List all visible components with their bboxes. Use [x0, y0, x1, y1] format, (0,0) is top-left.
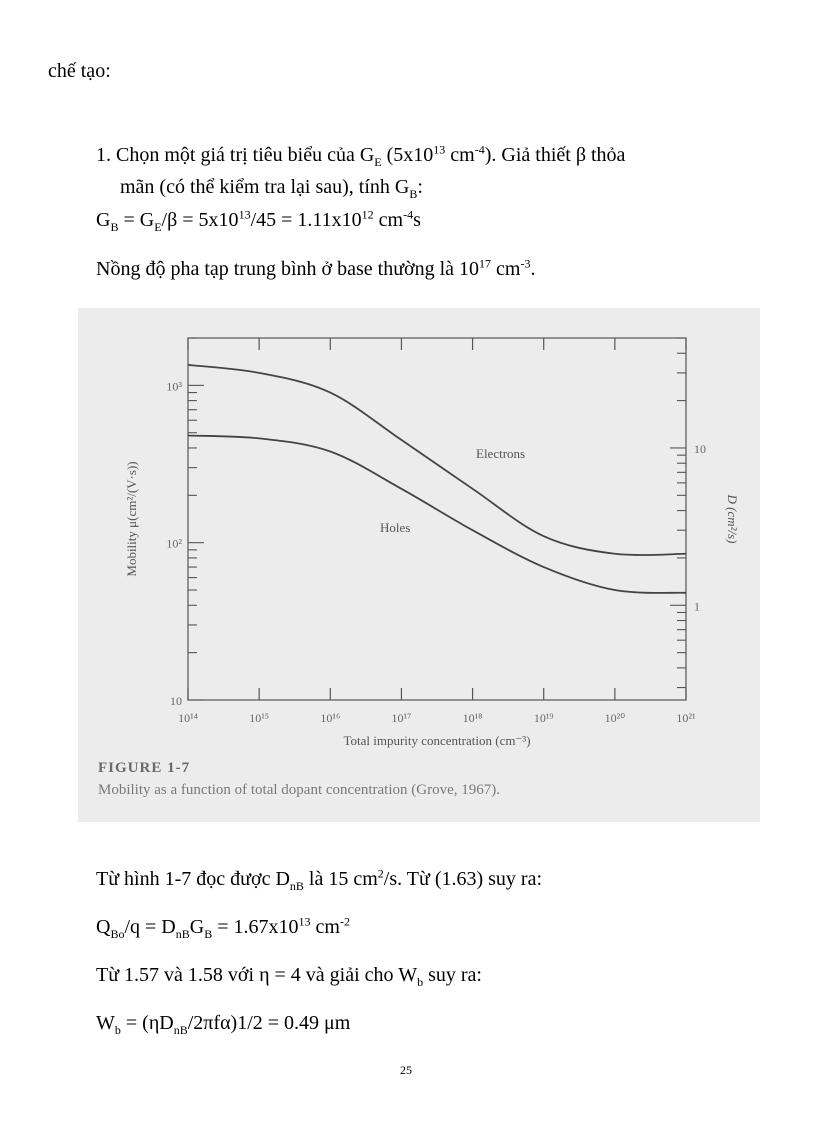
x-tick-label: 10²¹	[676, 711, 696, 725]
y-tick-label: 10³	[166, 379, 182, 394]
plot-frame	[188, 338, 686, 700]
solve-text: Từ 1.57 và 1.58 với η = 4 và giải cho $W_b$ suy ra:	[96, 964, 482, 989]
equation-gb: $G_B = G_E/\beta = 5x10^{13}/45 = 1.11x10^{12}$ $cm^{-4}s$	[96, 207, 421, 234]
y-tick-label: 10²	[166, 536, 182, 551]
intro-text: chế tạo:	[48, 60, 111, 82]
y-right-tick-label: 1	[694, 599, 700, 614]
x-tick-label: 10¹⁶	[320, 711, 341, 725]
series-electrons-line	[188, 365, 686, 555]
step1-line1: 1. Chọn một giá trị tiêu biểu của $G_E$ ($5x10^{13}$ $cm^{-4}$). Giả thiết β thỏa	[96, 142, 626, 169]
doping-text: Nồng độ pha tạp trung bình ở base thường là $10^{17}$ $cm^{-3}$.	[96, 256, 536, 280]
figure-title: FIGURE 1-7	[98, 760, 191, 776]
holes-label: Holes	[380, 520, 411, 535]
axis-ticks	[166, 338, 706, 725]
x-tick-label: 10¹⁸	[462, 711, 483, 725]
x-tick-label: 10¹⁵	[249, 711, 270, 725]
y-tick-label: 10	[170, 694, 182, 708]
mobility-chart	[78, 308, 760, 822]
x-tick-label: 10²⁰	[604, 711, 626, 725]
series-lines	[188, 365, 686, 593]
step1-line2: mãn (có thể kiểm tra lại sau), tính $G_B$:	[120, 176, 423, 201]
x-axis-label: Total impurity concentration (cm⁻³)	[343, 733, 531, 748]
x-tick-label: 10¹⁹	[533, 711, 554, 725]
electrons-label: Electrons	[476, 446, 526, 461]
figure-caption: Mobility as a function of total dopant concentration (Grove, 1967).	[98, 782, 500, 798]
x-tick-label: 10¹⁴	[178, 711, 198, 725]
equation-qbo: $Q_{Bo}/q = D_{nB}G_B = 1.67x10^{13}$ $cm^{-2}$	[96, 914, 350, 941]
page-number: 25	[400, 1063, 412, 1077]
y-right-axis-label: D (cm²/s)	[725, 494, 740, 544]
reading-text: Từ hình 1-7 đọc được $D_{nB}$ là 15 $cm^2/s$. Từ (1.63) suy ra:	[96, 866, 543, 893]
series-holes-line	[188, 436, 686, 593]
figure-1-7	[78, 308, 760, 822]
equation-wb: $W_b = (\eta D_{nB}/2\pi f\alpha)1/2 = 0.49$ μm	[96, 1012, 351, 1037]
y-right-tick-label: 10	[694, 441, 706, 456]
y-axis-label: Mobility μ(cm²/(V·s))	[124, 461, 139, 577]
x-tick-label: 10¹⁷	[391, 711, 412, 725]
